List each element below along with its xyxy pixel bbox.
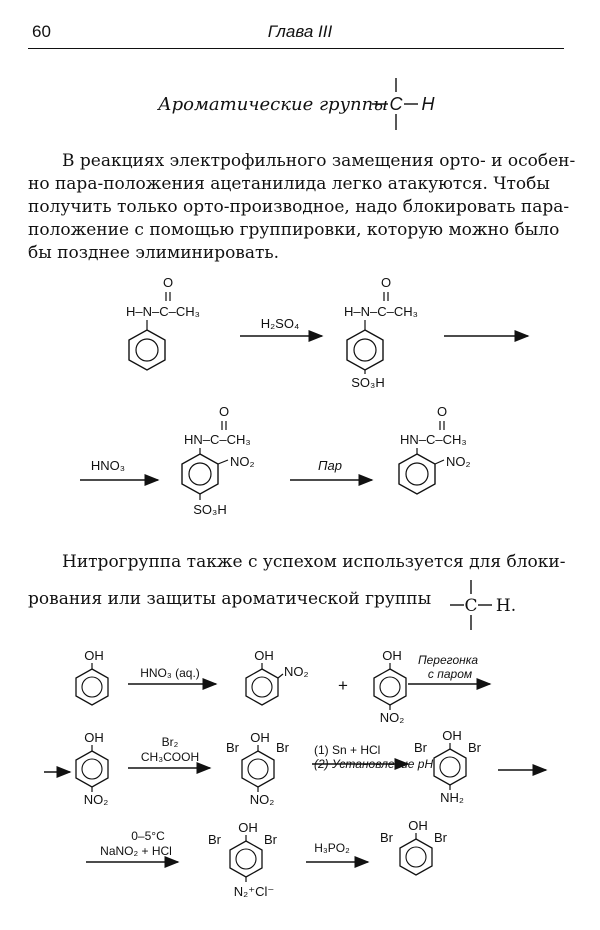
- p-nitrophenol-2-oh: OH: [84, 730, 104, 745]
- p-nitrophenol-structure: [374, 648, 406, 725]
- diazonium-n2cl: N₂⁺Cl⁻: [233, 884, 275, 899]
- reagent-diazotization-nitrite: NaNO₂ + HCl: [100, 844, 172, 858]
- dibromo-nitrophenol-oh: OH: [250, 730, 270, 745]
- intro-line-3: получить только орто-производное, надо блокировать пара-: [28, 197, 570, 217]
- scheme-acetanilide-blocking: [0, 270, 600, 540]
- dibromophenol-structure: [380, 818, 448, 875]
- phenol-structure: [76, 648, 108, 705]
- intro-line-1: В реакциях электрофильного замещения орто- и особен-: [62, 151, 576, 171]
- p-nitrophenol-2-structure: [76, 730, 108, 807]
- acetanilide-amide-chain: H–N–C–CH₃: [126, 304, 200, 319]
- nitro-group-c: C: [464, 596, 478, 616]
- intro-line-5: бы позднее элиминировать.: [28, 243, 280, 263]
- dibromo-aminophenol-br-left: Br: [414, 740, 427, 755]
- sulfonated-acetanilide-structure: [344, 275, 418, 390]
- section-title: Ароматические группы: [158, 94, 388, 115]
- nitro-sulfonated-no2: NO₂: [230, 454, 255, 469]
- p-nitrophenol-2-no2: NO₂: [83, 792, 109, 807]
- diazonium-br-right: Br: [264, 832, 277, 847]
- o-nitrophenol-no2: NO₂: [284, 664, 309, 679]
- steam-distillation-line-1: Перегонка: [417, 653, 479, 667]
- steam-distillation-line-2: с паром: [427, 667, 473, 681]
- reagent-bromine: Br₂: [161, 735, 179, 749]
- dibromophenol-br-right: Br: [434, 830, 447, 845]
- intro-line-4: положение с помощью группировки, которую можно было: [28, 220, 560, 240]
- header-rule: [28, 48, 564, 49]
- section-group-h: H: [421, 94, 435, 114]
- dibromo-nitrophenol-no2: NO₂: [249, 792, 275, 807]
- reagent-phenol-nitration: HNO₃ (aq.): [140, 666, 200, 680]
- dibromophenol-br-left: Br: [380, 830, 393, 845]
- acetanilide-carbonyl-o: O: [162, 275, 174, 290]
- o-nitroacetanilide-structure: [399, 404, 471, 494]
- reagent-nitration: HNO₃: [90, 458, 126, 473]
- diazonium-br-left: Br: [208, 832, 221, 847]
- sulfonated-so3h: SO₃H: [351, 375, 385, 390]
- nitro-ch-group: [0, 578, 600, 638]
- dibromo-aminophenol-br-right: Br: [468, 740, 481, 755]
- dibromo-nitrophenol-br-left: Br: [226, 740, 239, 755]
- sulfonated-amide-chain: H–N–C–CH₃: [344, 304, 418, 319]
- product-carbonyl-o: O: [436, 404, 448, 419]
- acetanilide-structure: [126, 275, 200, 370]
- nitro-line-1: Нитрогруппа также с успехом используется для блоки-: [62, 552, 566, 572]
- diazonium-oh: OH: [238, 820, 258, 835]
- sulfonated-carbonyl-o: O: [380, 275, 392, 290]
- intro-line-2: но пара-положения ацетанилида легко атакуются. Чтобы: [28, 174, 550, 194]
- p-nitrophenol-no2: NO₂: [379, 710, 405, 725]
- nitro-sulfonated-carbonyl-o: O: [218, 404, 230, 419]
- reagent-acetic-acid: CH₃COOH: [140, 750, 200, 764]
- dibromo-nitrophenol-structure: [226, 730, 290, 807]
- reagent-diazotization-temp: 0–5°C: [131, 829, 165, 843]
- reagent-reduction-step-2: (2) Установление pH: [314, 757, 434, 771]
- product-no2: NO₂: [446, 454, 471, 469]
- nitro-sulfonated-so3h: SO₃H: [193, 502, 227, 517]
- reagent-deamination: H₃PO₂: [314, 841, 350, 855]
- nitro-line-2: рования или защиты ароматической группы: [28, 589, 432, 609]
- nitro-sulfonated-acetanilide-structure: [182, 404, 255, 517]
- reagent-sulfonation: H₂SO₄: [260, 316, 300, 331]
- page-number: 60: [32, 22, 51, 41]
- nitro-group-h: H.: [495, 596, 517, 616]
- nitro-sulfonated-amide-chain: HN–C–CH₃: [184, 432, 251, 447]
- dibromo-aminophenol-oh: OH: [442, 728, 462, 743]
- dibromo-nitrophenol-br-right: Br: [276, 740, 289, 755]
- plus-sign: +: [338, 676, 348, 695]
- o-nitrophenol-structure: [246, 648, 309, 705]
- product-amide-chain: HN–C–CH₃: [400, 432, 467, 447]
- section-group-c: C: [389, 94, 403, 114]
- intro-paragraph: [28, 150, 576, 265]
- dibromo-aminophenol-nh2: NH₂: [440, 790, 464, 805]
- scheme-phenol-bromination: [0, 640, 600, 930]
- chapter-title: Глава III: [267, 22, 333, 41]
- dibromophenol-oh: OH: [408, 818, 428, 833]
- phenol-oh: OH: [84, 648, 104, 663]
- reagent-steam: Пар: [318, 458, 342, 473]
- section-ch-group: [0, 72, 600, 142]
- o-nitrophenol-oh: OH: [254, 648, 274, 663]
- p-nitrophenol-oh: OH: [382, 648, 402, 663]
- reagent-reduction-step-1: (1) Sn + HCl: [314, 743, 381, 757]
- diazonium-salt-structure: [208, 820, 278, 899]
